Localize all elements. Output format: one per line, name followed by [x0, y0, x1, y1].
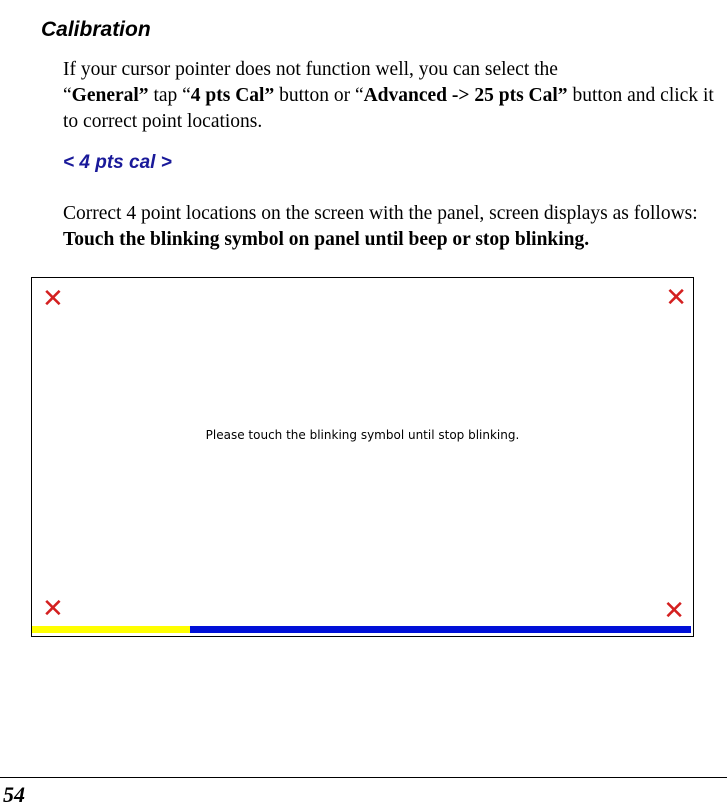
- instruction-paragraph: [63, 201, 713, 253]
- text: button and click it to correct point locations.: [63, 85, 714, 132]
- bold-instruction: Touch the blinking symbol on panel until beep or stop blinking.: [63, 229, 590, 250]
- calibration-cross-icon[interactable]: ✕: [663, 596, 685, 626]
- text: “: [63, 85, 72, 106]
- text: tap “: [148, 85, 191, 106]
- 4pts-cal-ref: 4 pts Cal”: [190, 85, 275, 106]
- calibration-message: Please touch the blinking symbol until stop blinking.: [205, 428, 520, 442]
- calibration-cross-icon[interactable]: ✕: [42, 284, 64, 314]
- progress-bar: [32, 626, 691, 633]
- 25pts-cal-ref: Advanced -> 25 pts Cal”: [363, 85, 568, 106]
- progress-fill: [32, 626, 190, 633]
- footer-rule: [0, 777, 727, 778]
- text: button or “: [274, 85, 364, 106]
- calibration-cross-icon[interactable]: ✕: [665, 283, 687, 313]
- calibration-screen: [31, 277, 694, 637]
- general-tab-ref: General”: [71, 85, 149, 106]
- calibration-cross-icon[interactable]: ✕: [42, 594, 64, 624]
- text: Correct 4 point locations on the screen with the panel, screen displays as follows:: [63, 203, 698, 224]
- page-number: 54: [3, 782, 25, 807]
- text: If your cursor pointer does not function well, you can select the: [63, 59, 558, 80]
- subheading: < 4 pts cal >: [63, 152, 172, 173]
- section-heading: Calibration: [41, 18, 151, 41]
- intro-paragraph: [63, 57, 727, 135]
